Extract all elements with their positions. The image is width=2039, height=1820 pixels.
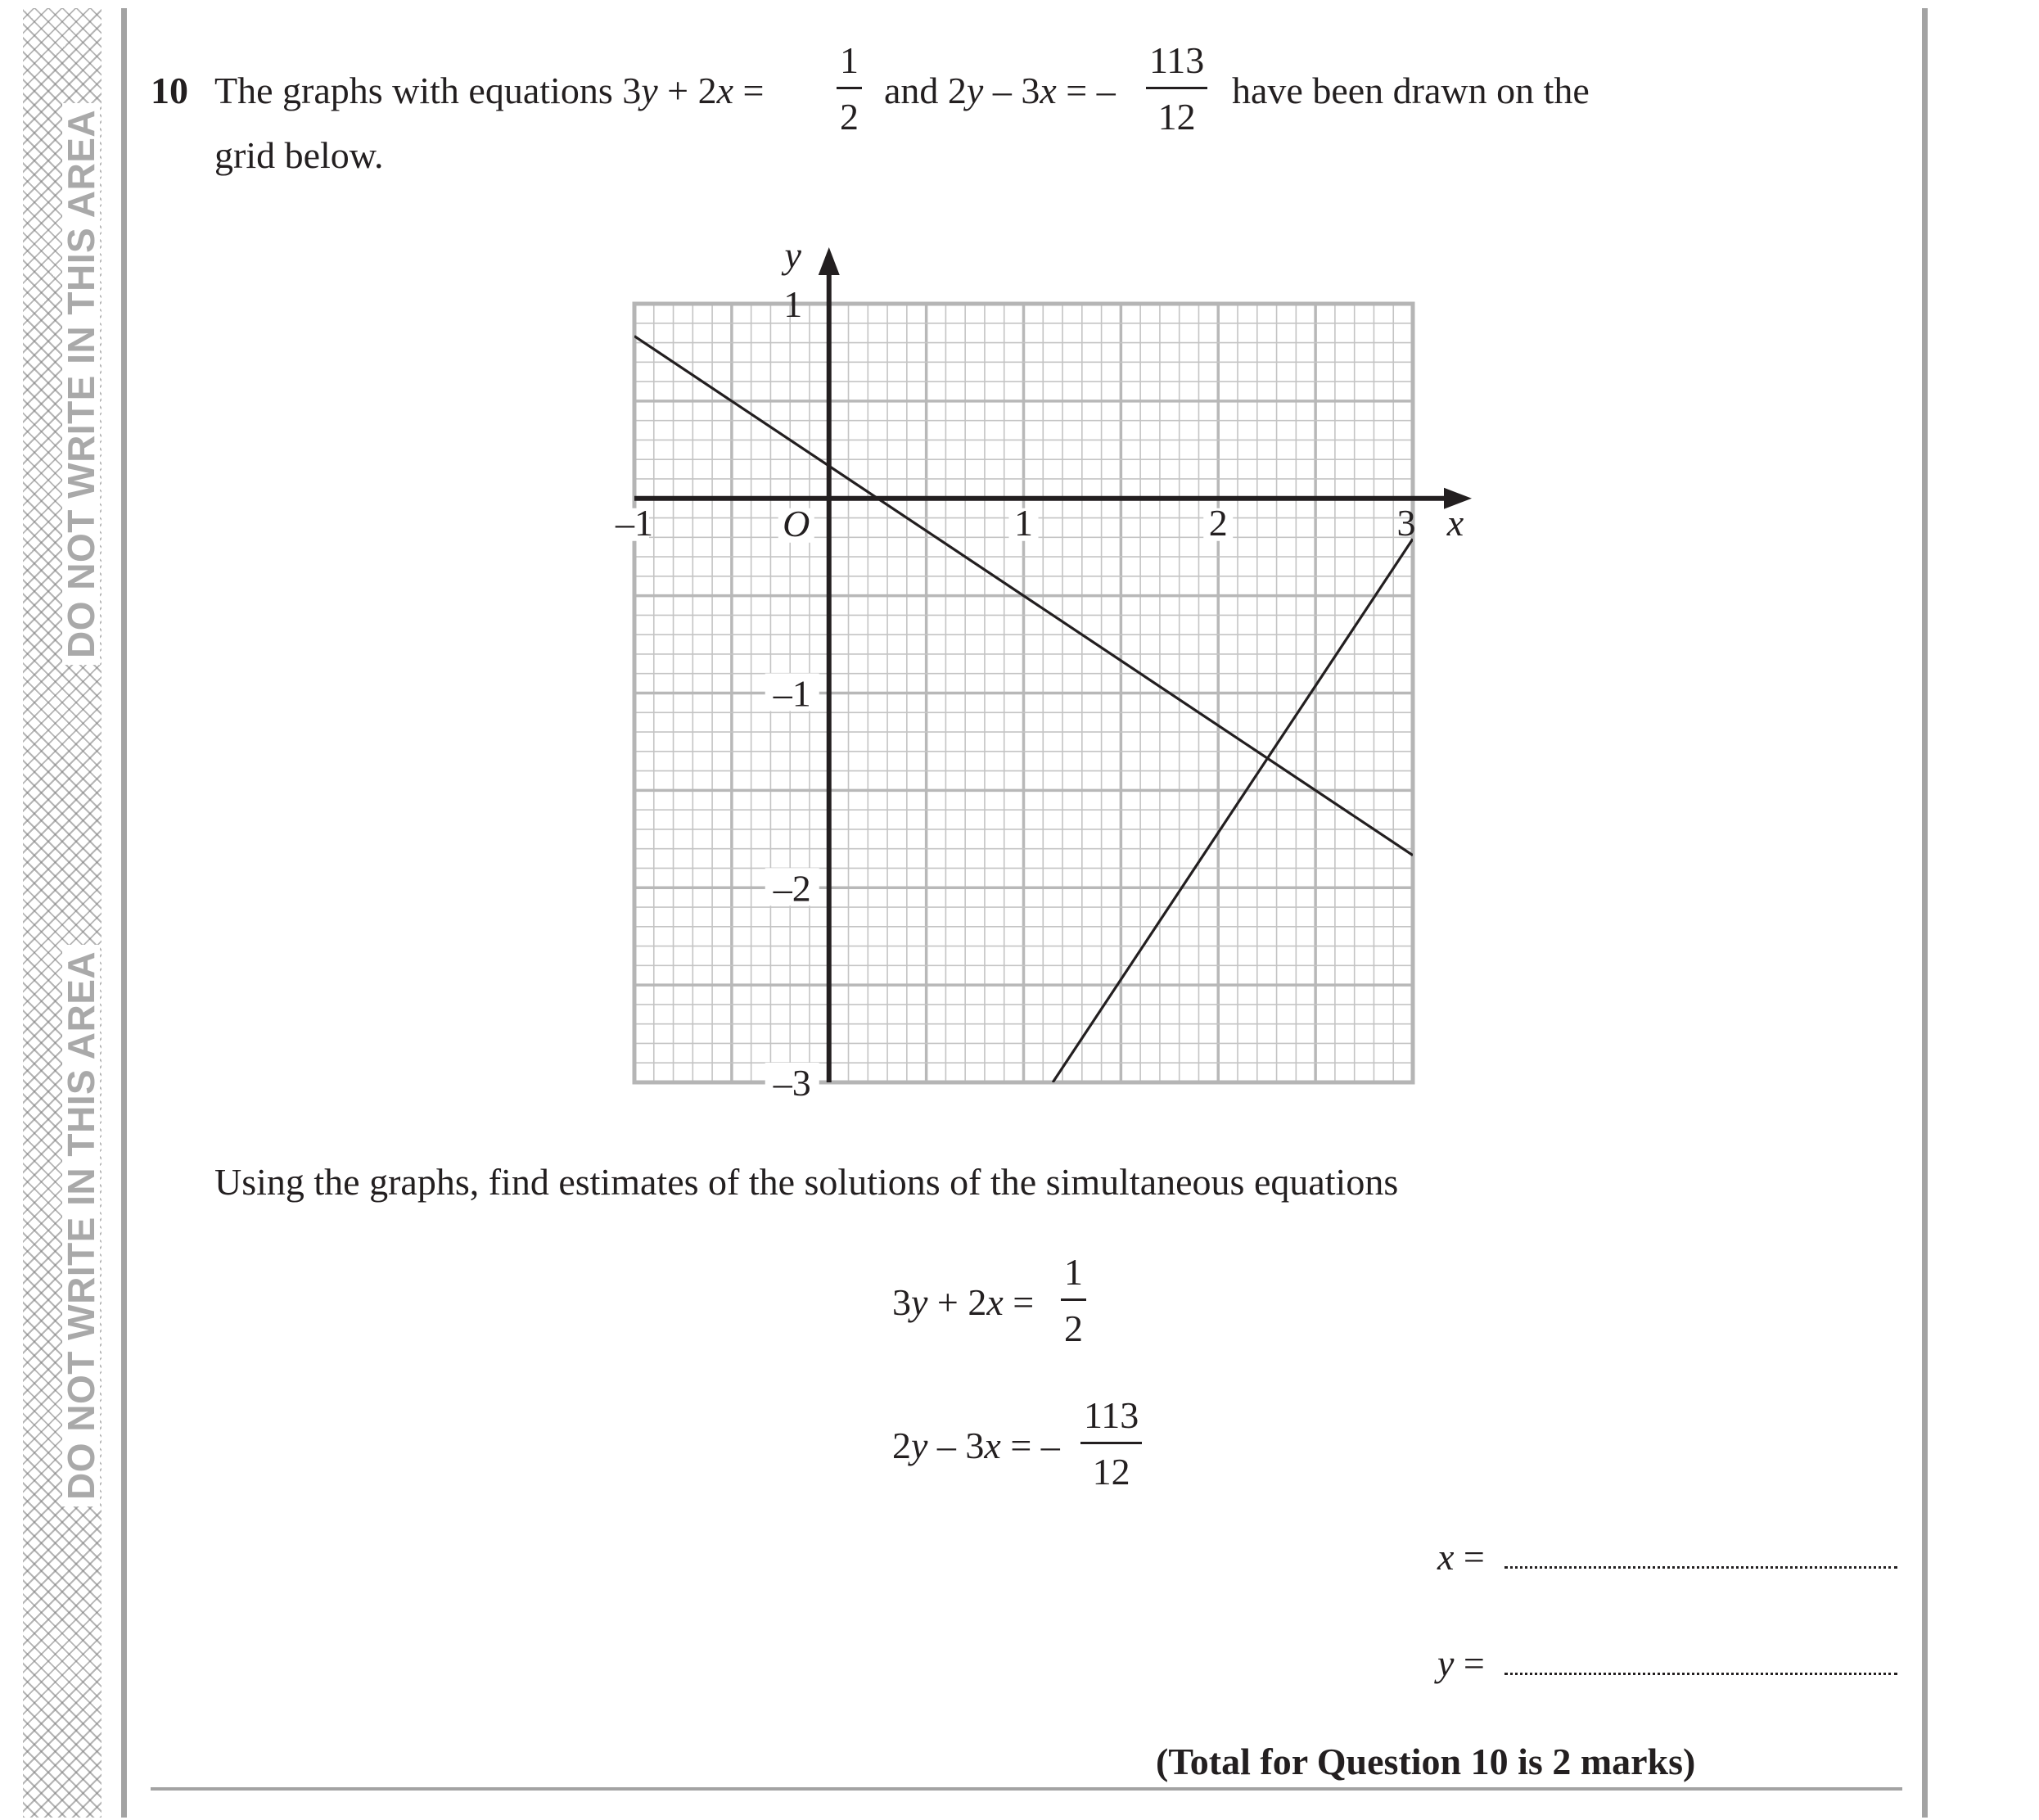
question-number: 10 xyxy=(151,70,188,111)
answer-y-label xyxy=(1437,1642,1485,1685)
intro-eq1-mid: + 2 xyxy=(657,70,717,111)
system-eq2-numerator: 113 xyxy=(1080,1394,1142,1444)
system-eq2-var1: y xyxy=(911,1425,928,1466)
system-eq1-fraction xyxy=(1061,1251,1086,1350)
system-eq2-lhs xyxy=(892,1425,1060,1467)
intro-eq1-var1: y xyxy=(641,70,658,111)
system-eq2-op: – 3 xyxy=(927,1425,985,1466)
system-eq1-equals: = xyxy=(1003,1281,1035,1323)
x-tick-label: 2 xyxy=(1208,501,1228,544)
intro-frac2-numerator: 113 xyxy=(1146,39,1207,89)
answer-y-field[interactable] xyxy=(1504,1673,1897,1675)
intro-frac2-denominator: 12 xyxy=(1157,96,1196,138)
answer-x-equals: = xyxy=(1454,1536,1485,1578)
answer-y-var: y xyxy=(1437,1642,1455,1684)
x-tick-label: 3 xyxy=(1396,501,1416,544)
system-eq1-denominator: 2 xyxy=(1064,1307,1083,1349)
y-tick-label: 1 xyxy=(783,283,803,325)
system-eq2-fraction xyxy=(1080,1394,1142,1493)
intro-eq1-equals: = xyxy=(733,70,765,111)
intro-frac1-denominator: 2 xyxy=(840,96,859,138)
intro-suffix: have been drawn on the xyxy=(1232,70,1590,111)
intro-and: and 2 xyxy=(884,70,967,111)
y-axis-arrow xyxy=(819,247,840,275)
answer-x-label xyxy=(1437,1536,1485,1578)
answer-y-equals: = xyxy=(1454,1642,1485,1684)
system-eq1-var2: x xyxy=(986,1281,1004,1323)
system-eq2-equals: = – xyxy=(1000,1425,1060,1466)
intro-eq2-var1: y xyxy=(966,70,984,111)
system-eq1-var1: y xyxy=(911,1281,928,1323)
margin-warning-bottom: DO NOT WRITE IN THIS AREA xyxy=(62,945,100,1506)
intro-line-2: grid below. xyxy=(214,134,384,176)
system-eq2-var2: x xyxy=(984,1425,1001,1466)
origin-label: O xyxy=(783,502,810,544)
y-tick-label: –1 xyxy=(773,672,811,715)
x-tick-label: 1 xyxy=(1014,501,1033,544)
system-eq2-denominator: 12 xyxy=(1092,1451,1130,1493)
y-axis-label: y xyxy=(784,234,801,276)
system-eq1-coef: 3 xyxy=(892,1281,911,1323)
grid-lines xyxy=(634,304,1413,1082)
intro-prefix: The graphs with equations 3 xyxy=(214,70,642,111)
intro-eq2-var2: x xyxy=(1040,70,1057,111)
total-marks: (Total for Question 10 is 2 marks) xyxy=(1156,1741,1696,1782)
y-tick-label: –2 xyxy=(773,867,811,910)
intro-eq2-equals: = – xyxy=(1056,70,1116,111)
answer-x-var: x xyxy=(1437,1536,1455,1578)
intro-eq2-mid: – 3 xyxy=(983,70,1040,111)
graph-line-2 xyxy=(1053,539,1413,1082)
x-tick-label: –1 xyxy=(616,501,653,544)
system-eq1-op: + 2 xyxy=(927,1281,987,1323)
instruction-text: Using the graphs, find estimates of the solutions of the simultaneous equations xyxy=(214,1161,1399,1203)
system-eq2-coef: 2 xyxy=(892,1425,911,1466)
answer-x-field[interactable] xyxy=(1504,1566,1897,1569)
intro-eq1-var2: x xyxy=(716,70,734,111)
intro-frac1-numerator: 1 xyxy=(837,39,862,89)
bottom-rule xyxy=(151,1787,1902,1791)
system-eq1-lhs xyxy=(892,1281,1034,1324)
axis-labels xyxy=(615,234,1464,1104)
x-axis-label: x xyxy=(1446,501,1464,544)
axes xyxy=(634,247,1472,1082)
margin-warning-top: DO NOT WRITE IN THIS AREA xyxy=(62,103,100,665)
y-tick-label: –3 xyxy=(773,1062,811,1104)
system-eq1-numerator: 1 xyxy=(1061,1251,1086,1301)
